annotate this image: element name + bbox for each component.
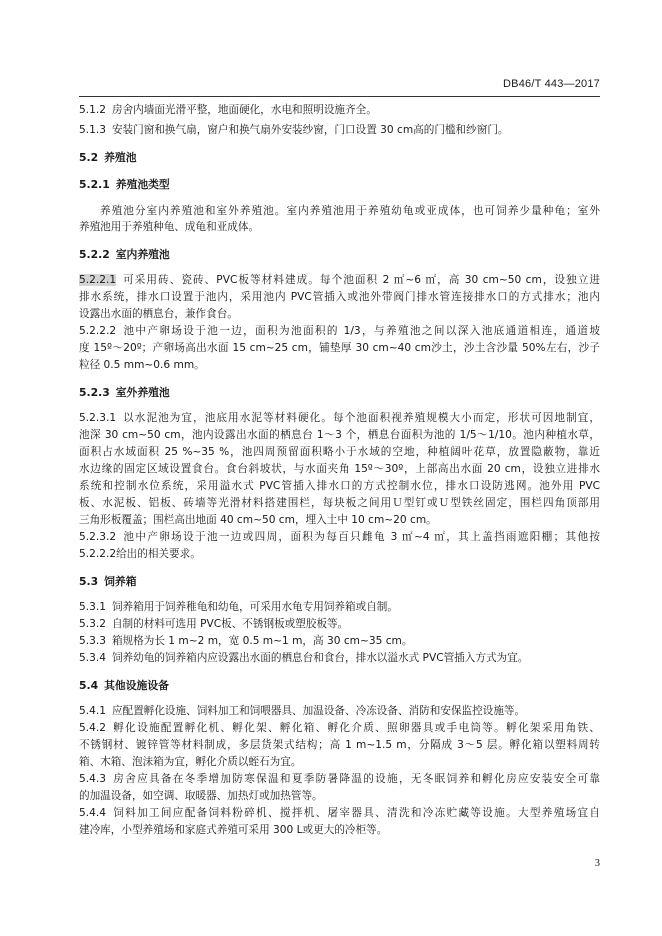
paragraph-line: 系统和控制水位系统，采用溢水式 PVC管插入排水口的方式控制水位，排水口设防逃网。池外用 PVC [79, 480, 600, 492]
paragraph-line: 的加温设备，如空调、取暖器、加热灯或加热管等。 [79, 790, 323, 802]
section-heading-5-2-2: 5.2.2 室内养殖池 [79, 248, 170, 261]
clause-5-2-3-1: 5.2.3.1 以水泥池为宜，池底用水泥等材料硬化。每个池面积视养殖规模大小而定，形状可因地制宜， [79, 412, 600, 424]
paragraph-line: 箱、木箱、泡沫箱为宜，孵化介质以蛭石为宜。 [79, 756, 302, 768]
clause-5-2-2-2: 5.2.2.2 池中产卵场设于池一边，面积为池面积的 1/3，与养殖池之间以深入池底通道相连，通道坡 [79, 325, 600, 337]
clause-5-3-1: 5.3.1 饲养箱用于饲养稚龟和幼龟，可采用水龟专用饲养箱或自制。 [79, 601, 398, 613]
section-heading-5-2: 5.2 养殖池 [79, 151, 137, 164]
document-code: DB46/T 443—2017 [503, 78, 600, 90]
header-rule [79, 96, 600, 97]
clause-5-2-2-1: 5.2.2.1 可采用砖、瓷砖、PVC板等材料建成。每个池面积 2 ㎡~6 ㎡，高 30 cm~50 cm，设独立进 [79, 274, 600, 286]
section-heading-5-2-1: 5.2.1 养殖池类型 [79, 178, 170, 191]
paragraph-line: 建冷库，小型养殖场和家庭式养殖可采用 300 L或更大的冷柜等。 [79, 824, 388, 836]
paragraph-line: 5.2.2.2给出的相关要求。 [79, 548, 201, 560]
paragraph-line: 粒径 0.5 mm~0.6 mm。 [79, 359, 205, 371]
clause-5-3-2: 5.3.2 自制的材料可选用 PVC板、不锈钢板或塑胶板等。 [79, 618, 349, 630]
clause-5-4-3: 5.4.3 房舍应具备在冬季增加防寒保温和夏季防暑降温的设施，无冬眠饲养和孵化房应安装安全可靠 [79, 773, 600, 785]
clause-5-2-3-2: 5.2.3.2 池中产卵场设于池一边或四周，面积为每百只雌龟 3 ㎡~4 ㎡，其上盖挡雨遮阳棚；其他按 [79, 531, 600, 543]
paragraph-line: 养殖池分室内养殖池和室外养殖池。室内养殖池用于养殖幼龟或亚成体，也可饲养少量种龟；室外 [100, 205, 600, 217]
paragraph-line: 板、水泥板、铝板、砖墙等光滑材料搭建围栏，每块板之间用Ｕ型钉或Ｕ型铁丝固定，围栏四角顶部用 [79, 497, 600, 509]
paragraph-line: 排水系统，排水口设置于池内，采用池内 PVC管插入或池外带阀门排水管连接排水口的方式排水；池内 [79, 291, 600, 303]
paragraph-line: 设露出水面的栖息台，兼作食台。 [79, 308, 238, 320]
section-heading-5-4: 5.4 其他设施设备 [79, 679, 169, 692]
paragraph-line: 不锈钢材、镀锌管等材料制成，多层货架式结构；高 1 m~1.5 m，分隔成 3～5 层。孵化箱以塑料周转 [79, 739, 600, 751]
clause-5-3-3: 5.3.3 箱规格为长 1 m~2 m，宽 0.5 m~1 m，高 30 cm~35 cm。 [79, 635, 413, 647]
highlighted-clause-number: 5.2.2.1 [79, 274, 117, 286]
section-heading-5-2-3: 5.2.3 室外养殖池 [79, 386, 170, 399]
paragraph-line: 面积占水域面积 25 %~35 %，池四周预留面积略小于水域的空地，种植阔叶花草，放置隐蔽物，靠近 [79, 446, 600, 458]
section-heading-5-3: 5.3 饲养箱 [79, 575, 137, 588]
clause-5-4-2: 5.4.2 孵化设施配置孵化机、孵化架、孵化箱、孵化介质、照卵器具或手电筒等。孵化架采用角铁、 [79, 722, 600, 734]
clause-5-3-4: 5.3.4 饲养幼龟的饲养箱内应设露出水面的栖息台和食台，排水以溢水式 PVC管插入方式为宜。 [79, 652, 529, 664]
paragraph-line: 度 15º～20º；产卵场高出水面 15 cm~25 cm，铺垫厚 30 cm~40 cm沙土，沙土含沙量 50%左右，沙子 [79, 342, 600, 354]
paragraph-line: 三角形板覆盖；围栏高出地面 40 cm~50 cm，埋入土中 10 cm~20 cm。 [79, 514, 437, 526]
clause-5-1-3: 5.1.3 安装门窗和换气扇，窗户和换气扇外安装纱窗，门口设置 30 cm高的门槛和纱窗门。 [79, 124, 509, 136]
clause-5-4-4: 5.4.4 饲料加工间应配备饲料粉碎机、搅拌机、屠宰器具、清洗和冷冻贮藏等设施。大型养殖场宜自 [79, 807, 600, 819]
clause-5-4-1: 5.4.1 应配置孵化设施、饲料加工和饲喂器具、加温设备、冷冻设备、消防和安保监控设施等。 [79, 705, 526, 717]
paragraph-line: 养殖池用于养殖种龟、成龟和亚成体。 [79, 221, 260, 233]
page-number: 3 [594, 858, 600, 869]
paragraph-line: 水边缘的固定区域设置食台。食台斜坡状，与水面夹角 15º～30º，上部高出水面 20 cm，设独立进排水 [79, 463, 600, 475]
paragraph-line: 池深 30 cm~50 cm，池内设露出水面的栖息台 1～3 个，栖息台面积为池的 1/5～1/10。池内种植水草， [79, 429, 600, 441]
clause-5-1-2: 5.1.2 房舍内墙面光滑平整，地面硬化，水电和照明设施齐全。 [79, 104, 377, 116]
